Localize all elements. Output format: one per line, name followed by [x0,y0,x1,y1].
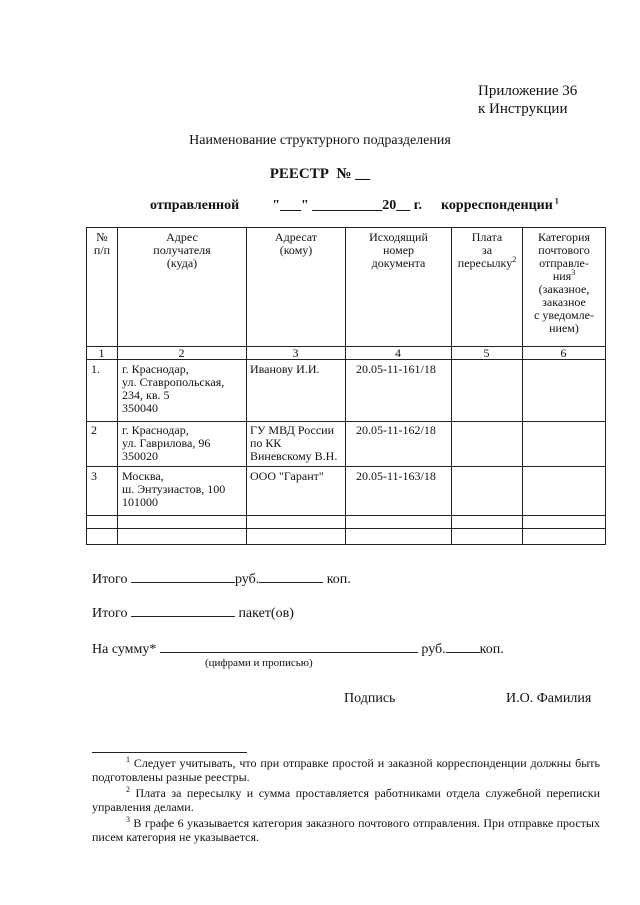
footnote-mark-2: 2 [512,255,517,264]
header-doc-number: Исходящий номер документа [369,230,428,270]
subtitle-left: отправленной [150,198,240,213]
packages-label: пакет(ов) [238,606,294,621]
sum-kop-blank [446,641,480,653]
row-address: г. Краснодар, ул. Гаврилова, 96 350020 [122,423,211,463]
sum-hint: (цифрами и прописью) [205,657,313,669]
footnote-mark-1: 1 [554,196,559,206]
total-label: Итого [92,606,128,621]
subtitle-date: "___" __________20__ г. [272,198,423,213]
column-number: 4 [395,346,401,360]
column-number: 2 [178,346,185,360]
row-addressee: ГУ МВД России по КК Виневскому В.Н. [250,423,338,463]
registry-table [86,227,606,545]
header-addressee: Адресат (кому) [274,230,318,257]
header-fee-label: Плата за пересылку [457,230,513,270]
header-category [523,231,605,335]
row-doc-number: 20.05-11-162/18 [356,423,436,437]
footnote-2-text: Плата за пересылку и сумма проставляется работниками отдела служебной переписки управления делами. [92,786,600,814]
rub-blank [131,571,235,583]
header-address: Адрес получателя (куда) [153,230,211,270]
kop-label: коп. [326,572,351,587]
subtitle [150,198,559,214]
total-label: Итого [92,572,128,587]
rub-label: руб. [234,572,260,587]
row-addressee: Иванову И.И. [250,362,320,376]
rub-label: руб. [421,642,446,657]
appendix-line-2: к Инструкции [478,101,568,117]
footnote-3 [92,816,600,844]
footnote-mark-3: 3 [571,268,576,277]
packages-blank [131,605,235,617]
unit-name: Наименование структурного подразделения [189,133,451,148]
sum-line [92,641,504,658]
row-number: 2 [91,423,97,437]
name-label: И.О. Фамилия [506,691,592,706]
kop-blank [259,571,323,583]
row-number: 1. [91,362,100,376]
header-fee [452,231,522,270]
signature-label: Подпись [344,691,396,706]
column-number: 6 [560,346,567,360]
footnote-1-mark: 1 [126,755,130,764]
footnote-2 [92,786,600,814]
header-num: № п/п [93,230,111,257]
column-number: 3 [292,346,299,360]
row-address: Москва, ш. Энтузиастов, 100 101000 [122,469,226,509]
footnote-2-mark: 2 [126,785,130,794]
footnote-3-text: В графе 6 указывается категория заказного почтового отправления. При отправке простых писем категория не указывается. [92,816,600,844]
footnote-3-mark: 3 [126,815,130,824]
total-rub-line [92,571,351,588]
appendix-line-1: Приложение 36 [478,83,578,99]
sum-label: На сумму* [92,642,157,657]
total-packages-line [92,605,294,622]
page-title: РЕЕСТР № __ [269,166,371,182]
row-doc-number: 20.05-11-161/18 [356,362,436,376]
kop-label: коп. [479,642,504,657]
column-number: 1 [98,346,105,360]
appendix-reference [478,82,577,118]
footnote-divider [92,752,247,753]
row-addressee: ООО "Гарант" [250,469,324,483]
row-number: 3 [91,469,97,483]
subtitle-right: корреспонденции [441,198,553,213]
sum-blank [160,641,418,653]
row-doc-number: 20.05-11-163/18 [356,469,436,483]
column-number: 5 [483,346,490,360]
header-category-label: Категория почтового отправле- ния$^3$ (заказное, заказное с уведомле- нием) [534,230,594,335]
footnote-1 [92,756,600,784]
footnote-1-text: Следует учитывать, что при отправке простой и заказной корреспонденции должны быть подготовлены разные реестры. [92,756,601,784]
row-address: г. Краснодар, ул. Ставропольская, 234, кв. 5 350040 [122,362,225,415]
